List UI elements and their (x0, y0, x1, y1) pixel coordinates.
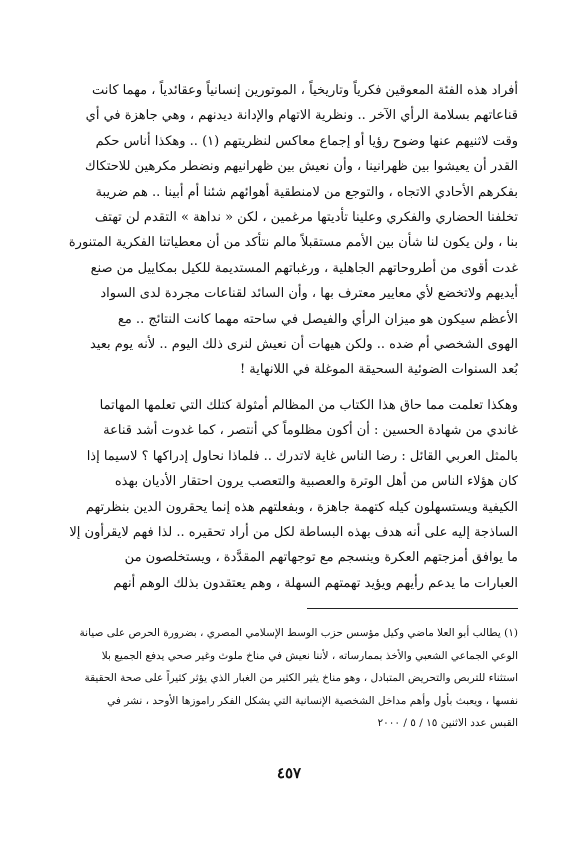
footnote-line: نفسها ، ويعبث بأول وأهم مداخل الشخصية الإنسانية التي يشكل الفكر راموزها الأوحد ، نشر في (107, 694, 518, 707)
page-number: ٤٥٧ (276, 764, 302, 782)
text-line: كان هؤلاء الناس من أهل الوترة والعصبية والتعصب يرون احتقار الأديان بهذه (114, 474, 518, 490)
text-line: الهوى الشخصي أم ضده .. ولكن هيهات أن نعيش لنرى ذلك اليوم .. لأنه يوم بعيد (89, 337, 518, 353)
text-line: تخلفنا الحضاري والفكري وعلينا تأديتها مرغمين ، لكن « نداهة » التقدم لن تهتف (94, 210, 518, 226)
footnote-separator (307, 608, 518, 609)
footnote-line: القبس عدد الاثنين ١٥ / ٥ / ٢٠٠٠ (377, 717, 518, 729)
text-line: الكيفية ويستسهلون كيله كتهمة جاهزة ، وبفعلتهم هذه إنما يحقرون الدين بنظرتهم (85, 499, 518, 515)
footnote-line: (١) يطالب أبو العلا ماضي وكيل مؤسس حزب الوسط الإسلامي المصري ، بضرورة الحرص على صيانة (79, 627, 518, 639)
text-line: العبارات ما يدعم رأيهم ويؤيد تهمتهم السهلة ، وهم يعتقدون بذلك الوهم أنهم (113, 575, 518, 591)
text-line: أيديهم ولاتخضع لأي معايير معترف بها ، وأن السائد لقناعات مجردة لدى السواد (100, 286, 518, 302)
footnote-1 (66, 622, 518, 735)
footnote-line: استثناء للتربص والتحريض المتبادل ، وهو مناخ يثير الكثير من الغبار الذي يؤثر كثيراً على صحة الحقيقة (84, 672, 518, 684)
text-line: بنا ، ولن يكون لنا شأن بين الأمم مستقبلاً مالم نتأكد من أن معطياتنا الفكرية المتنورة (68, 235, 518, 251)
text-line: الأعظم سيكون هو ميزان الرأي والفيصل في ساحته مهما كانت النتائج .. مع (117, 311, 518, 327)
paragraph-1 (60, 78, 518, 383)
text-line: وهكذا تعلمت مما حاق هذا الكتاب من المظالم أمثولة كتلك التي تعلمها المهاتما (99, 397, 518, 413)
text-line: غاندي من شهادة الحسين : أن أكون مظلوماً كي أنتصر ، كما غدوت أشد قناعة (103, 423, 518, 439)
text-line: الساذجة إليه على أنه هدف بهذه البساطة لكل من أراد تحقيره .. لذا فهم لايقرأون إلا (69, 524, 518, 540)
text-line: بالمثل العربي القائل : رضا الناس غاية لاتدرك .. فلماذا نحاول إدراكها ؟ لاسيما إذا (86, 448, 518, 464)
main-text (60, 78, 518, 596)
text-line: أفراد هذه الفئة المعوقين فكرياً وتاريخياً ، الموتورين إنسانياً وعقائدياً ، مهما كانت (92, 83, 518, 98)
text-line: ما يوافق أمزجتهم العكرة وينسجم مع توجهاتهم المقدَّدة ، ويستخلصون من (124, 550, 518, 566)
footnotes (66, 622, 518, 735)
text-line: القدر أن يعيشوا بين ظهرانينا ، وأن نعيش بين ظهرانيهم ونضطر مكرهين للاحتكاك (84, 159, 518, 175)
text-line: بُعد السنوات الضوئية السحيقة الموغلة في اللانهاية ! (239, 362, 518, 378)
text-line: غدت أقوى من أطروحاتهم الجاهلية ، ورغباتهم المستديمة للكيل بمكاييل من صنع (90, 260, 518, 276)
text-line: قناعاتهم بسلامة الرأي الآخر .. ونظرية الاتهام والإدانة ديدنهم ، وهي جاهزة في أي (85, 108, 518, 124)
text-line: بفكرهم الأحادي الاتجاه ، والتوجع من لامنطقية أهوائهم شئنا أم أبينا .. هم ضريبة (95, 184, 518, 200)
paragraph-2 (60, 393, 518, 596)
text-line: وقت لاثنيهم عنها وضوح رؤيا أو إجماع معاكس لنظريتهم (١) .. وهكذا أناس حكم (95, 133, 518, 149)
footnote-line: الوعي الجماعي الشعبي والأخذ بممارساته ، لأننا نعيش في مناخ ملوث وغير صحي يدفع الجميع بلا (101, 649, 518, 662)
